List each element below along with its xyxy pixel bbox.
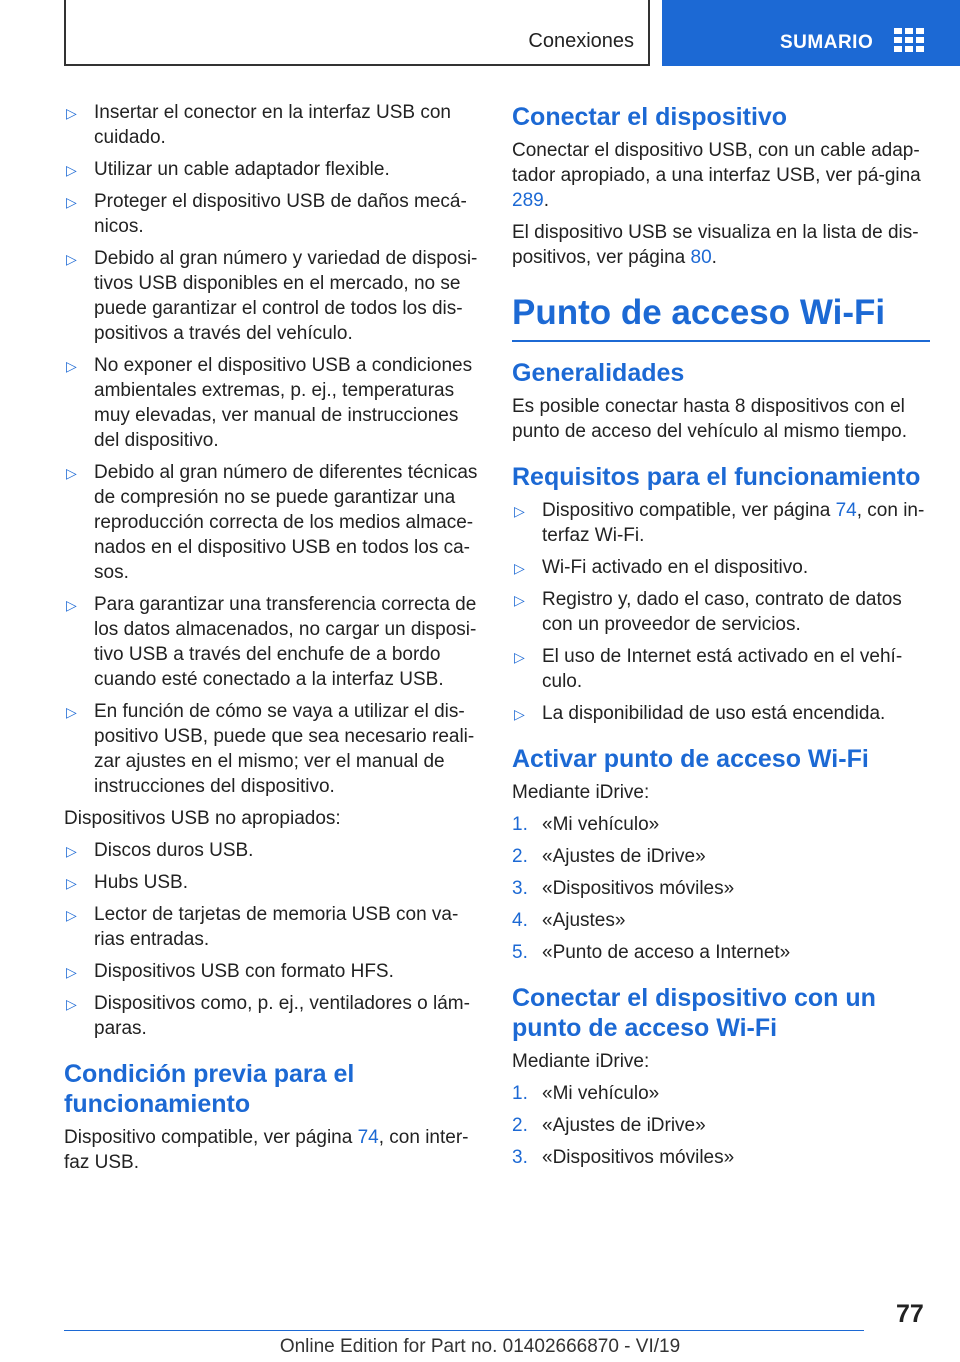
activate-intro: Mediante iDrive:: [512, 782, 650, 803]
step-item: 2. «Ajustes de iDrive»: [512, 846, 706, 867]
bullet-triangle-icon: ▷: [514, 592, 525, 608]
header-frame: [64, 0, 650, 66]
connect-ap-heading: Conectar el dispositivo con un punto de acceso Wi-Fi: [512, 984, 876, 1042]
step-item: 4. «Ajustes»: [512, 910, 626, 931]
page-number: 77: [896, 1300, 924, 1328]
connect-paragraph-2: El dispositivo USB se visualiza en la lista de dis-positivos, ver página 80.: [512, 222, 919, 268]
contents-button[interactable]: [662, 0, 960, 66]
page-link[interactable]: 80: [690, 247, 712, 268]
bullet-triangle-icon: ▷: [66, 162, 77, 178]
list-item: ▷ Dispositivos USB con formato HFS.: [64, 959, 482, 984]
list-item: ▷ Debido al gran número y variedad de disposi-tivos USB disponibles en el mercado, no se puede garantizar el control de todos los dis-positivos a través del vehículo.: [66, 248, 478, 344]
bullet-triangle-icon: ▷: [66, 875, 77, 891]
prerequisite-heading: Condición previa para el funcionamiento: [64, 1060, 355, 1118]
list-item: ▷ El uso de Internet está activado en el vehí-culo.: [514, 646, 903, 692]
bullet-triangle-icon: ▷: [66, 597, 77, 613]
list-item: ▷ Para garantizar una transferencia correcta de los datos almacenados, no cargar un disposi-tivo USB a través del enchufe de a bordo cuando esté conectado a la interfaz USB.: [66, 594, 477, 690]
step-item: 1. «Mi vehículo»: [512, 814, 660, 835]
list-item: ▷ En función de cómo se vaya a utilizar el dis-positivo USB, puede que sea necesario reali-zar ajustes en el mismo; ver el manual de instrucciones del dispositivo.: [66, 701, 475, 797]
general-heading: Generalidades: [512, 359, 685, 387]
bullet-triangle-icon: ▷: [514, 560, 525, 576]
chapter-title: Punto de acceso Wi-Fi: [512, 292, 930, 342]
list-item: ▷ Discos duros USB.: [64, 838, 482, 863]
bullet-triangle-icon: ▷: [66, 105, 77, 121]
list-item: ▷ Lector de tarjetas de memoria USB con va-rias entradas.: [66, 904, 459, 950]
left-column: [64, 100, 482, 1182]
step-item: 2. «Ajustes de iDrive»: [512, 1115, 706, 1136]
connect-heading: Conectar el dispositivo: [512, 103, 788, 131]
bullet-triangle-icon: ▷: [66, 251, 77, 267]
section-title: Conexiones: [528, 30, 634, 52]
list-item: ▷ Insertar el conector en la interfaz USB con cuidado.: [66, 102, 451, 148]
page-link[interactable]: 289: [512, 190, 544, 211]
list-item: ▷ La disponibilidad de uso está encendida.: [512, 701, 930, 726]
requirements-heading: Requisitos para el funcionamiento: [512, 463, 921, 491]
list-item: ▷ Debido al gran número de diferentes técnicas de compresión no se puede garantizar una reproducción correcta de los medios almace-nados en el dispositivo USB en todos los ca-sos.: [66, 462, 478, 583]
list-item: ▷ No exponer el dispositivo USB a condiciones ambientales extremas, p. ej., temperaturas muy elevadas, ver manual de instrucciones del dispositivo.: [66, 355, 473, 451]
connect-ap-intro: Mediante iDrive:: [512, 1051, 650, 1072]
connect-ap-steps: [512, 1081, 930, 1170]
step-item: 3. «Dispositivos móviles»: [512, 878, 735, 899]
footer-divider: [64, 1330, 864, 1331]
bullet-triangle-icon: ▷: [66, 907, 77, 923]
step-item: 5. «Punto de acceso a Internet»: [512, 942, 791, 963]
bullet-triangle-icon: ▷: [66, 843, 77, 859]
bullet-triangle-icon: ▷: [66, 194, 77, 210]
right-column: [512, 100, 930, 1177]
unsuitable-intro: Dispositivos USB no apropiados:: [64, 808, 341, 829]
bullet-triangle-icon: ▷: [66, 465, 77, 481]
bullet-triangle-icon: ▷: [514, 503, 525, 519]
requirements-list: [512, 498, 930, 726]
step-item: 1. «Mi vehículo»: [512, 1083, 660, 1104]
list-item: ▷ Dispositivos como, p. ej., ventiladores o lám-paras.: [66, 993, 470, 1039]
prerequisite-text: Dispositivo compatible, ver página 74, con inter-faz USB.: [64, 1127, 469, 1173]
activate-steps: [512, 812, 930, 965]
unsuitable-list: [64, 838, 482, 1041]
footer-edition: Online Edition for Part no. 01402666870 - VI/19: [279, 1336, 681, 1357]
usb-tips-list: [64, 100, 482, 799]
contents-button-label: SUMARIO: [780, 32, 874, 53]
bullet-triangle-icon: ▷: [66, 964, 77, 980]
bullet-triangle-icon: ▷: [66, 358, 77, 374]
list-item: ▷ Dispositivo compatible, ver página 74, con in-terfaz Wi-Fi.: [514, 500, 925, 546]
page-link[interactable]: 74: [835, 500, 857, 521]
activate-heading: Activar punto de acceso Wi-Fi: [512, 745, 869, 773]
bullet-triangle-icon: ▷: [514, 706, 525, 722]
list-item: ▷ Registro y, dado el caso, contrato de datos con un proveedor de servicios.: [514, 589, 902, 635]
list-item: ▷ Proteger el dispositivo USB de daños mecá-nicos.: [66, 191, 467, 237]
page-link[interactable]: 74: [357, 1127, 379, 1148]
bullet-triangle-icon: ▷: [66, 996, 77, 1012]
step-item: 3. «Dispositivos móviles»: [512, 1147, 735, 1168]
bullet-triangle-icon: ▷: [514, 649, 525, 665]
connect-paragraph-1: Conectar el dispositivo USB, con un cable adap-tador apropiado, a una interfaz USB, ver pá-gina 289.: [512, 140, 921, 211]
list-item: ▷ Wi-Fi activado en el dispositivo.: [512, 555, 930, 580]
grid-icon: [894, 28, 924, 54]
list-item: ▷ Utilizar un cable adaptador flexible.: [64, 157, 482, 182]
bullet-triangle-icon: ▷: [66, 704, 77, 720]
general-text: Es posible conectar hasta 8 dispositivos con el punto de acceso del vehículo al mismo tiempo.: [512, 396, 907, 442]
list-item: ▷ Hubs USB.: [64, 870, 482, 895]
